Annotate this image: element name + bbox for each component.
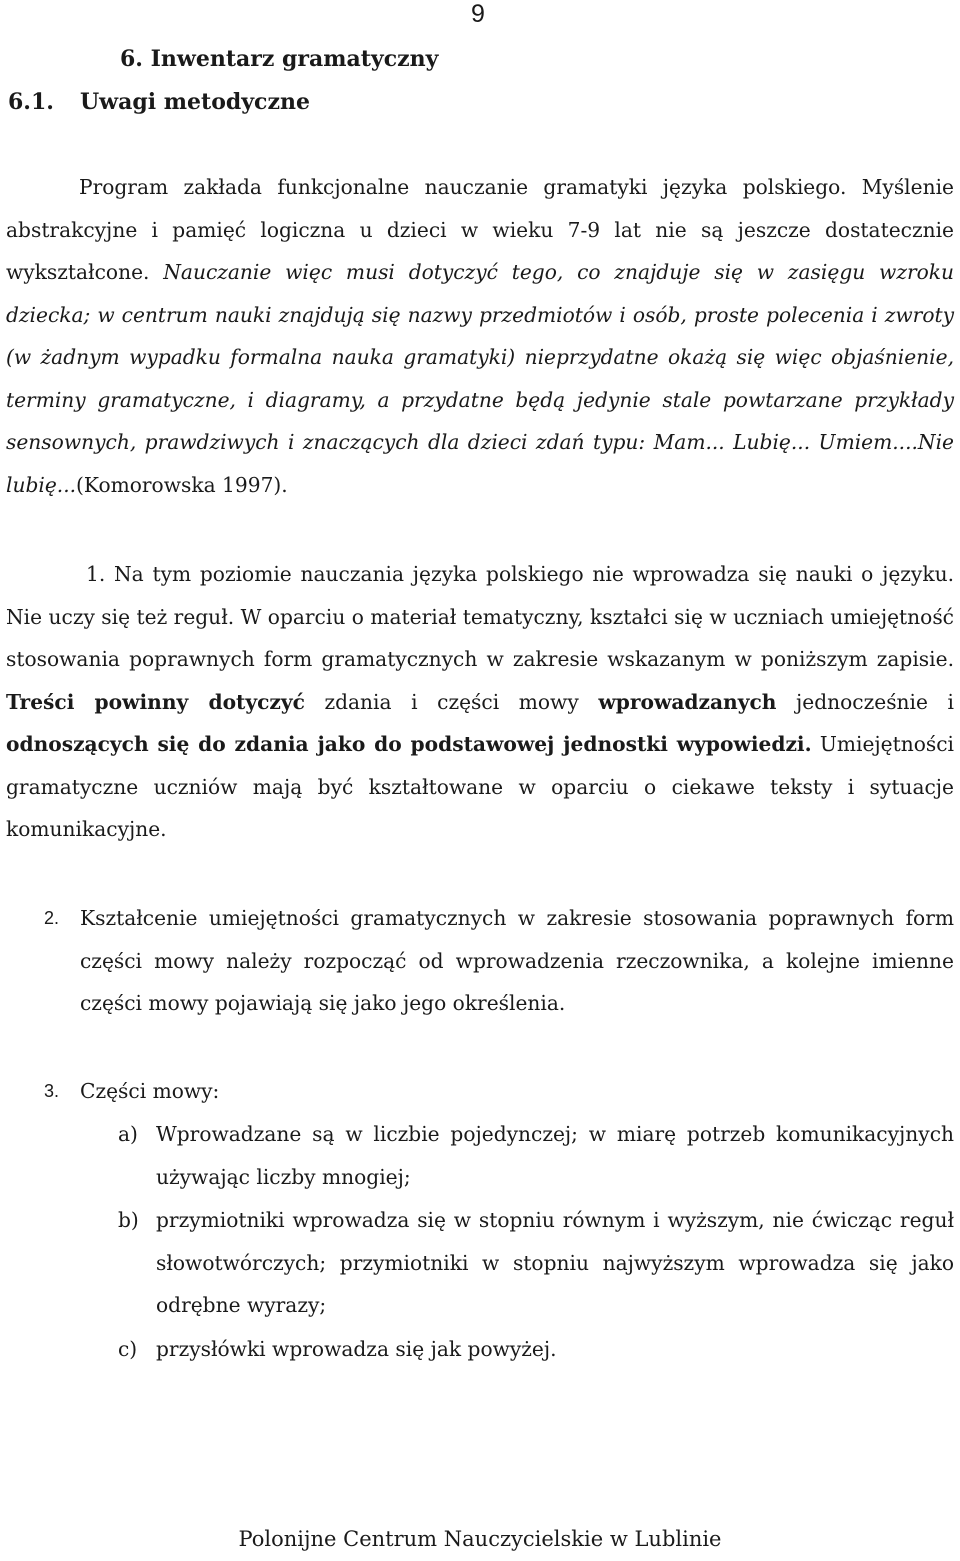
sub-item-a bbox=[118, 1113, 954, 1198]
point-3-text: Części mowy: bbox=[80, 1079, 220, 1103]
intro-plain-text: Program zakłada funkcjonalne nauczanie gramatyki języka polskiego. Myślenie abstrakcyjne i pamięć logiczna u dzieci w wieku 7-9 lat nie są jeszcze dostatecznie wykształcone. bbox=[6, 175, 954, 284]
subsection-heading bbox=[8, 87, 310, 117]
point-1-text-b: zdania i części mowy bbox=[304, 689, 599, 714]
subsection-number: 6.1. bbox=[8, 89, 54, 115]
sub-item-c bbox=[118, 1328, 954, 1371]
sub-item-text: Wprowadzane są w liczbie pojedynczej; w miarę potrzeb komunikacyjnych używając liczby mnogiej; bbox=[156, 1122, 954, 1189]
sub-item-label: a) bbox=[118, 1122, 138, 1146]
point-1-text-a: 1. Na tym poziomie nauczania języka polskiego nie wprowadza się nauki o języku. Nie uczy się też reguł. W oparciu o materiał tematyczny, kształci się w uczniach umiejętność stosowania poprawnych form gramatycznych w zakresie wskazanym w poniższym zapisie. bbox=[6, 562, 954, 671]
sub-item-label: b) bbox=[118, 1208, 139, 1232]
point-2-item bbox=[44, 897, 954, 1025]
page-footer bbox=[0, 1527, 960, 1551]
footer-text: Polonijne Centrum Nauczycielskie w Lublinie bbox=[238, 1527, 722, 1551]
intro-citation: (Komorowska 1997). bbox=[76, 472, 288, 497]
sub-item-b bbox=[118, 1199, 954, 1327]
page-number: 9 bbox=[471, 0, 485, 28]
subsection-title: Uwagi metodyczne bbox=[80, 89, 310, 115]
point-1-bold-c: odnoszących się do zdania jako do podstawowej jednostki wypowiedzi. bbox=[6, 732, 812, 756]
point-1-bold-b: wprowadzanych bbox=[598, 689, 777, 714]
point-1-text-d: Umiejętności gramatyczne uczniów mają być kształtowane w oparciu o ciekawe teksty i sytuacje komunikacyjne. bbox=[6, 732, 954, 841]
point-1-text-c: jednocześnie i bbox=[776, 689, 954, 714]
intro-italic-text: Nauczanie więc musi dotyczyć tego, co znajduje się w zasięgu wzroku dziecka; w centrum nauki znajdują się nazwy przedmiotów i osób, proste polecenia i zwroty (w żadnym wypadku formalna nauka gramatyki) nieprzydatne okażą się więc objaśnienie, terminy gramatyczne, i diagramy, a przydatne będą jedynie stale powtarzane przykłady sensownych, prawdziwych i znaczących dla dzieci zdań typu: Mam... Lubię... Umiem....Nie lubię... bbox=[6, 260, 954, 497]
point-2-text: Kształcenie umiejętności gramatycznych w zakresie stosowania poprawnych form części mowy należy rozpocząć od wprowadzenia rzeczownika, a kolejne imienne części mowy pojawiają się jako jego określenia. bbox=[80, 906, 954, 1015]
intro-paragraph bbox=[6, 166, 954, 506]
point-1-paragraph bbox=[6, 553, 954, 851]
sub-item-text: przymiotniki wprowadza się w stopniu równym i wyższym, nie ćwicząc reguł słowotwórczych; przymiotniki w stopniu najwyższym wprowadza się jako odrębne wyrazy; bbox=[156, 1208, 954, 1317]
sub-item-label: c) bbox=[118, 1337, 138, 1361]
point-3-number: 3. bbox=[44, 1081, 60, 1101]
point-3-item bbox=[44, 1070, 954, 1113]
sub-item-text: przysłówki wprowadza się jak powyżej. bbox=[156, 1337, 557, 1361]
point-2-number: 2. bbox=[44, 908, 60, 928]
point-1-bold-a: Treści powinny dotyczyć bbox=[6, 689, 305, 714]
section-heading: 6. Inwentarz gramatyczny bbox=[120, 46, 439, 72]
